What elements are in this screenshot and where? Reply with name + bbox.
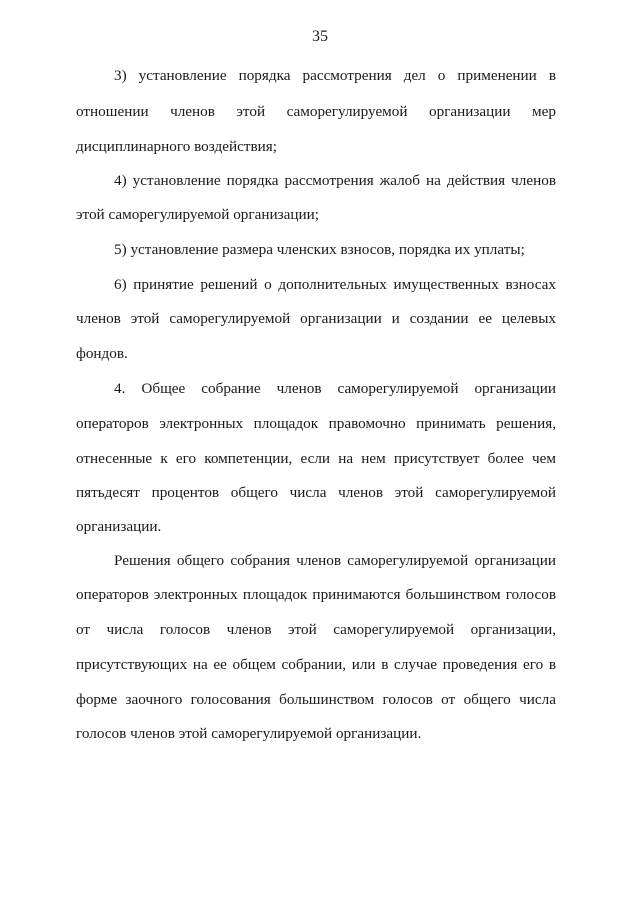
text-line: членов этой саморегулируемой организации и создании ее целевых (76, 310, 556, 327)
text-line: организации. (76, 518, 162, 535)
text-line: голосов членов этой саморегулируемой организации. (76, 725, 422, 742)
text-line: от числа голосов членов этой саморегулируемой организации, (76, 621, 556, 638)
page-number: 35 (312, 28, 328, 45)
text-line: 6) принятие решений о дополнительных имущественных взносах (114, 276, 556, 293)
text-line: 3) установление порядка рассмотрения дел о применении в (114, 67, 556, 84)
text-line: Решения общего собрания членов саморегулируемой организации (114, 552, 556, 569)
text-line: 5) установление размера членских взносов, порядка их уплаты; (114, 241, 525, 258)
text-line: фондов. (76, 345, 128, 362)
text-line: отношении членов этой саморегулируемой организации мер (76, 103, 556, 120)
text-line: отнесенные к его компетенции, если на нем присутствует более чем (76, 450, 556, 467)
text-line: этой саморегулируемой организации; (76, 206, 319, 223)
text-line: форме заочного голосования большинством голосов от общего числа (76, 691, 556, 708)
text-line: операторов электронных площадок принимаются большинством голосов (76, 586, 556, 603)
text-line: дисциплинарного воздействия; (76, 138, 277, 155)
text-line: пятьдесят процентов общего числа членов этой саморегулируемой (76, 484, 556, 501)
text-line: присутствующих на ее общем собрании, или в случае проведения его в (76, 656, 556, 673)
text-line: 4) установление порядка рассмотрения жалоб на действия членов (114, 172, 556, 189)
text-line: операторов электронных площадок правомочно принимать решения, (76, 415, 556, 432)
text-line: 4. Общее собрание членов саморегулируемой организации (114, 380, 556, 397)
